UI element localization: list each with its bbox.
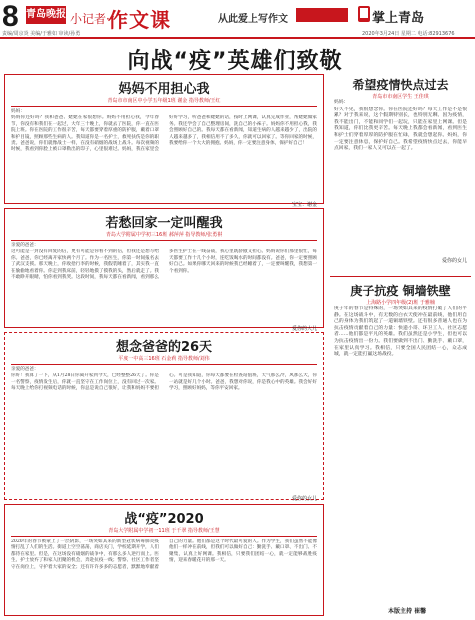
article-body: 你好！我算了一下，从1月28日你离开家到今天，已经整整26天了。你是一名警察，疫情发生后，你就一直坚守在工作岗位上，没有回过一次家。每天晚上给你打视频电话的时候，你总是说自己很好，让我和妈妈不要担心。可是我知道，你每天都要在检查站值班，天气那么冷，风那么大，你一站就是好几个小时。爸爸，我想对你说，你是我心中的英雄。我会好好学习，照顾好妈妈，等你平安回家。: [11, 373, 317, 392]
app-icon: [356, 5, 372, 23]
sidebar-article: [330, 74, 471, 274]
article-byline: 青岛大学附属中学初一11班 于千翠 指导教师/王慧: [108, 528, 220, 534]
article-byline: 平度一中高三16班 石金莉 指导教师/刘伟: [118, 356, 210, 362]
column-prefix: 小记者·: [70, 12, 110, 26]
article-title: 想念爸爸的26天: [115, 340, 213, 355]
article-card: [4, 332, 324, 503]
issue-date: 2020年3月24日 星期二 电话:82913676: [362, 31, 455, 37]
article-signature: 爱你的大儿: [291, 326, 317, 333]
article-signature: 宝宝：谢金: [291, 202, 317, 209]
masthead-rule: [0, 37, 475, 39]
sidebar-article: [330, 280, 471, 600]
page-headline: 向战“疫”英雄们致敬: [127, 49, 343, 74]
paper-logo: 青岛晚报: [26, 6, 66, 24]
sidebar-signature: 爱你的女儿: [441, 257, 467, 264]
article-signature: 爱你的女儿: [291, 496, 317, 503]
column-tagline: 从此爱上写作文: [218, 14, 288, 25]
page-host: 本版主持 崔馨: [388, 608, 427, 615]
app-name: 掌上青岛: [372, 11, 425, 26]
article-salutation: 妈妈：: [11, 109, 25, 114]
article-title: 若愁回家一定叫醒我: [105, 216, 223, 231]
divider: [11, 240, 317, 241]
article-card: [4, 74, 324, 209]
article-salutation: 亲爱的爸爸：: [11, 367, 39, 372]
article-title: 战“疫”2020: [124, 512, 204, 527]
column-title: 作文课: [108, 8, 171, 32]
staff-credits: 责编/周京炎 美编/于雅如 审读/孙勇: [2, 31, 81, 37]
sidebar-byline: 上海路小学四年级(2)班 于雅楠: [366, 300, 435, 306]
sidebar-divider: [330, 276, 471, 277]
sidebar-title: 庚子抗疫 铜墙铁壁: [350, 284, 451, 298]
divider: [11, 536, 317, 537]
sidebar-salutation: 妈妈：: [334, 100, 349, 105]
sidebar-byline: 青岛市市南区学生 王佳琪: [372, 94, 429, 100]
article-body: 这可能是一封没有回复的信，更有可能是你看不到的信，但我还是想写给你。爸爸，你已经离开家快两个月了。作为一名医生，你第一时间报名去了武汉支援。那天晚上，你收拾行李的时候，我假装睡着了，其实我一直在偷偷地看着你。你走到我床前，轻轻地摸了摸我的头，然后就走了。我不敢睁开眼睛，怕你看到我哭。这段时间，我每天都在看新闻，看到那么多医生护士在一线奋战，我心里既骄傲又担心。妈妈说你们那里很忙，每天都要工作十几个小时，连吃饭喝水的时间都没有。爸爸，你一定要照顾好自己。如果你哪天回来的时候我已经睡着了，一定要叫醒我，我想第一个看到你。: [11, 249, 317, 281]
article-salutation: 亲爱的爸爸：: [11, 243, 39, 248]
divider: [11, 364, 317, 365]
article-body: 2020年的春节被蒙上了一层阴影，一场突如其来的新型冠状病毒肺炎疫情打乱了人们的生活。街道上空空荡荡，商店关门，学校延期开学，人们都待在家里。但是，在这场没有硝烟的战争中，有那么多人逆行而上。医生、护士放弃了和家人团聚的机会，奔赴抗疫一线；警察、社区工作者坚守在岗位上，守护着大家的安全；还有许许多多的志愿者，默默地奉献着自己的力量。他们都是这个时代最可爱的人。作为学生，我们虽然不能像他们一样冲在前线，但我们可以做好自己：勤洗手、戴口罩、不出门、不聚集，认真上好网课。我相信，只要我们团结一心，就一定能够战胜疫情，迎来春暖花开的那一天。: [11, 539, 317, 570]
article-byline: 青岛大学附属中学初三16班 郝萍萍 指导教师/张勇祺: [105, 232, 223, 238]
article-title: 妈妈不用担心我: [118, 82, 210, 97]
tagline-banner: [296, 8, 348, 22]
article-card: [4, 208, 324, 333]
sidebar-body: 好久不见，我很想念你。你在医院还好吗？每天工作是不是很累？对于我来说，这个假期特别长，也特别无聊。因为疫情，我不能出门，不能和同学们一起玩，只能在家里上网课。但是我知道，你们比我更辛苦。每天晚上我都会看新闻，看到医生和护士们穿着厚厚的防护服在忙碌，我就会想起你。妈妈，你一定要注意休息，保护好自己。我希望疫情快点过去，你能早点回家，我们一家人又可以在一起了。: [334, 106, 467, 152]
divider: [11, 106, 317, 107]
article-card: [4, 504, 324, 616]
masthead: [0, 0, 475, 40]
article-byline: 青岛市市南区中小学五年级1班 谢金 指导教师/王红: [107, 98, 221, 104]
page-number: 8: [2, 0, 19, 33]
article-body: 妈妈你还好吗？我和爸爸、姥姥在家很想你。妈妈不用担心我，今年春节，你没有和我们在一起过，大年三十晚上，你就去了医院，你一直在医院上班。你在医院的工作很辛苦，每天都要穿着厚重的防护服，戴着口罩和护目镜，照顾那些生病的人。我知道你是一名护士，救死扶伤是你的职责。爸爸说，你们就像战士一样，在没有硝烟的战场上战斗。每次视频的时候，我看到你脸上被口罩勒出的印子，心里很难过。妈妈，我在家里会好好学习，听爸爸和姥姥的话，按时上网课，认真完成作业，帮姥姥做家务。我还学会了自己整理房间，洗自己的小袜子。妈妈你不用担心我，我会照顾好自己的。我每天都在看新闻，知道生病的人越来越少了，出院的人越来越多了，我相信用不了多久，你就可以回家了。等你回家的时候，我要给你一个大大的拥抱。妈妈，你一定要注意身体，保护好自己！: [11, 115, 317, 153]
sidebar-body: 庚子年的春节是特殊的，一场突如其来的疫情打破了人们的平静。在这场战斗中，有无数的白衣天使冲在最前线，他们用自己的身体为我们筑起了一道铜墙铁壁。还有很多普通人也在为抗击疫情贡献着自己的力量：快递小哥、环卫工人、社区志愿者……他们都是平凡的英雄。我们虽然还是小学生，但也可以为抗击疫情出一份力。我们要做到不出门、勤洗手、戴口罩，在家里认真学习。我相信，只要全国人民团结一心，众志成城，就一定能打赢这场战役。: [334, 306, 467, 358]
sidebar-title: 希望疫情快点过去: [352, 78, 449, 92]
